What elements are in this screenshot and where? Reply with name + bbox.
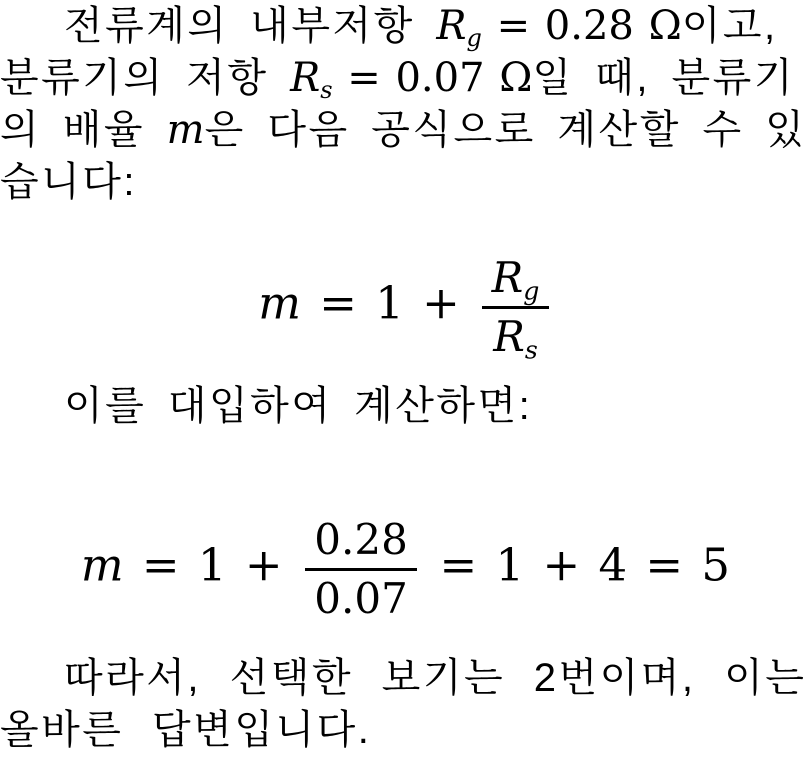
text-segment-shunt-resistance: 이고, 분류기의 저항 — [0, 4, 778, 100]
math-subscript-g: g — [523, 276, 540, 306]
inline-math-rs — [290, 55, 533, 105]
fraction-denominator: 0.07 — [314, 574, 408, 624]
paragraph-conclusion: 따라서, 선택한 보기는 2번이며, 이는 올바른 답변입니다. — [0, 656, 807, 753]
text-segment-formula-intro: 은 다음 공식으로 계산할 수 있습니다: — [0, 108, 807, 204]
math-subscript-s: s — [524, 335, 538, 365]
inline-math-rg — [436, 3, 682, 53]
math-var-m: m — [258, 276, 301, 330]
display-equation-multiplier-formula — [0, 253, 811, 365]
paragraph-substitute-intro: 이를 대입하여 계산하면: — [64, 384, 533, 429]
fraction-028-over-007 — [305, 516, 417, 622]
fraction-rg-over-rs — [482, 253, 548, 365]
math-subscript-s: s — [320, 76, 333, 105]
text-segment-multiplier-intro: 일 때, 분류기의 배율 — [0, 56, 795, 152]
math-equals-one-plus: = 1 + — [123, 538, 301, 592]
math-var-r: R — [493, 312, 525, 362]
fraction-denominator — [484, 309, 547, 365]
math-var-m: m — [80, 538, 124, 592]
math-result-sequence: = 1 + 4 = 5 — [421, 538, 731, 592]
fraction-numerator — [482, 254, 548, 309]
math-value-028-ohm: = 0.28 Ω — [481, 3, 682, 49]
math-var-r: R — [290, 55, 321, 101]
paragraph-problem-setup — [0, 0, 811, 208]
math-var-m: m — [166, 107, 205, 153]
math-equals-one-plus: = 1 + — [300, 276, 479, 330]
fraction-numerator: 0.28 — [305, 516, 417, 571]
math-subscript-g: g — [466, 24, 482, 53]
math-value-007-ohm: = 0.07 Ω — [332, 55, 533, 101]
math-var-r: R — [491, 253, 524, 302]
text-segment-ammeter-resistance: 전류계의 내부저항 — [64, 4, 437, 48]
display-equation-calculation — [0, 516, 811, 622]
math-var-r: R — [436, 3, 467, 49]
